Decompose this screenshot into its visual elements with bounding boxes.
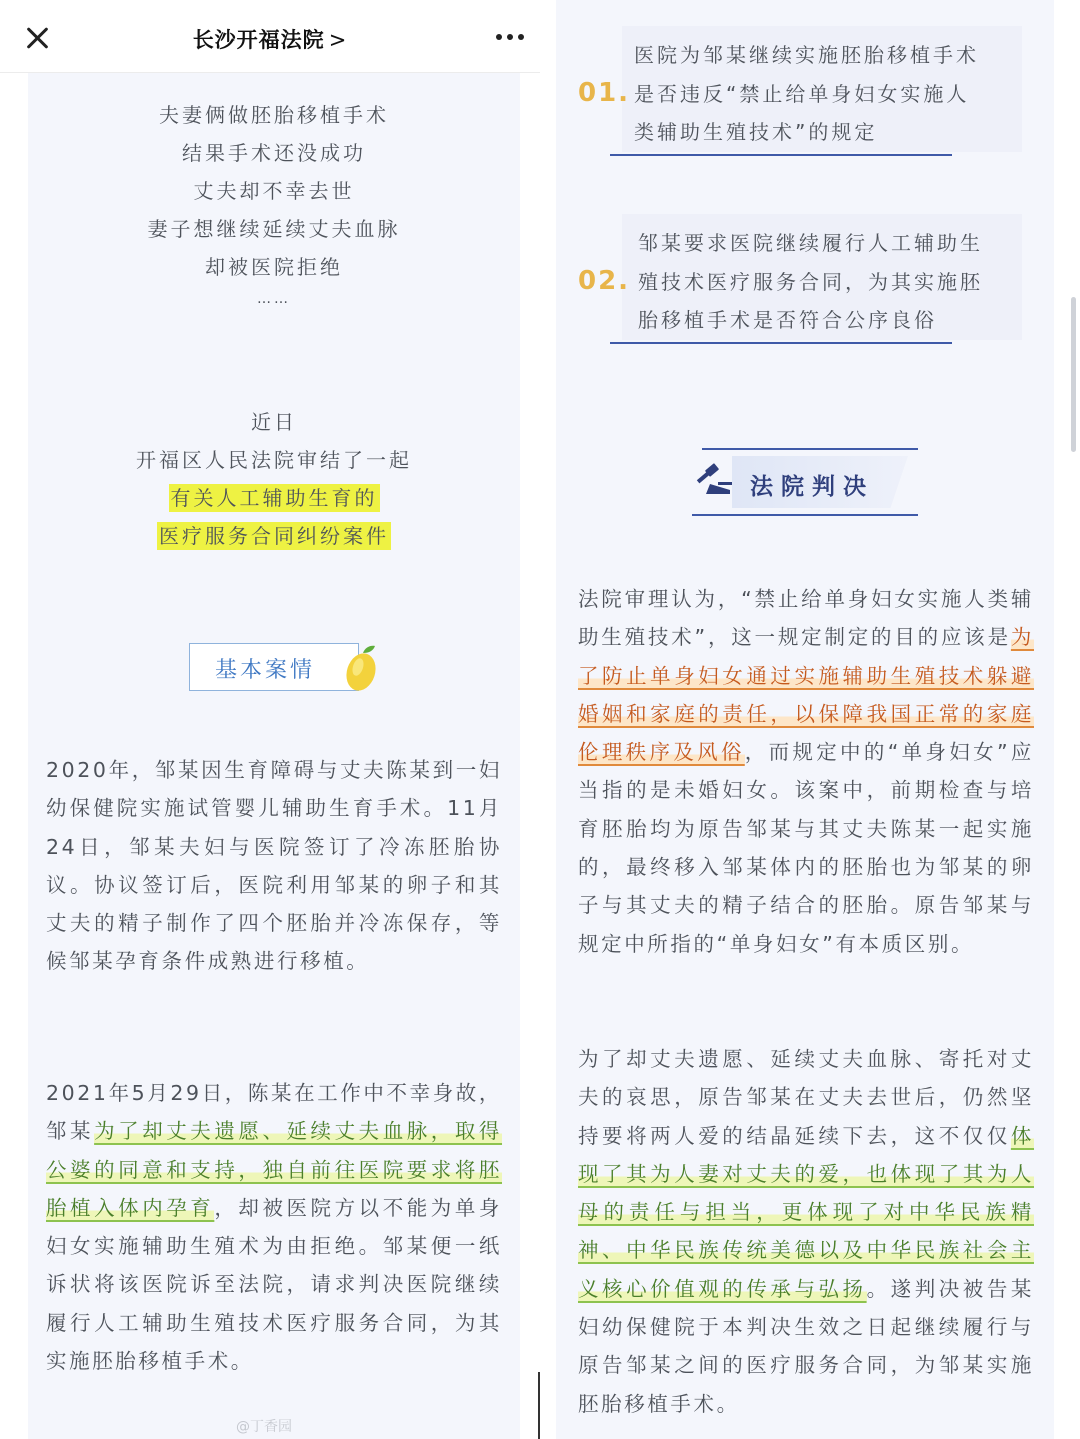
highlight-text: 有关人工辅助生育的	[170, 486, 378, 510]
paragraph-text: ，而规定中的“单身妇女”应当指的是未婚妇女。该案中，前期检查与培育胚胎均为原告邹某与其丈夫陈某一起实施的，最终移入邹某体内的胚胎也为邹某的卵子与其丈夫的精子结合的胚胎。原告邹某与规定中所指的“单身妇女”有本质区别。	[578, 740, 1034, 956]
right-screenshot-panel	[556, 0, 1054, 1439]
issue-line-text: 是否违反“禁止给单身妇女实施人	[634, 81, 970, 106]
chevron-right-icon: >	[328, 28, 348, 52]
highlight-underline-text: 为了防止单身妇女通过实施辅助生殖技术躲避婚姻和家庭的责任，以保障我国正常的家庭伦理秩序及风俗	[578, 625, 1034, 765]
section-title: 法院判决	[750, 474, 874, 500]
highlight-text: 医疗服务合同纠纷案件	[159, 524, 389, 548]
intro-line: 结果手术还没成功	[182, 141, 366, 165]
intro-recent: 近日	[251, 410, 297, 434]
verdict-paragraph-1	[578, 580, 1034, 963]
article-header-bar	[0, 0, 540, 73]
issue-line-text: 邹某要求医院继续履行人工辅助生	[638, 231, 983, 255]
issue-underline	[610, 342, 952, 344]
account-name-link[interactable]	[150, 24, 390, 54]
lemon-icon	[339, 643, 381, 693]
more-options-icon[interactable]	[492, 30, 528, 44]
paragraph-text: 。遂判决被告某妇幼保健院于本判决生效之日起继续履行与原告邹某之间的医疗服务合同，为邹某实施胚胎移植手术。	[578, 1276, 1035, 1416]
scrollbar-thumb[interactable]	[1071, 297, 1076, 452]
article-body-left	[28, 73, 520, 1439]
intro-line: 丈夫却不幸去世	[193, 179, 355, 203]
account-name: 长沙开福法院	[192, 28, 325, 52]
section-badge-basic-facts	[189, 643, 359, 691]
issue-line-text: 医院为邹某继续实施胚胎移植手术	[634, 43, 979, 67]
intro-court-line: 开福区人民法院审结了一起	[136, 448, 412, 472]
issue-underline	[610, 154, 952, 156]
issue-line-text: 类辅助生殖技术”的规定	[634, 120, 878, 144]
paragraph-text: 为了却丈夫遗愿、延续丈夫血脉、寄托对丈夫的哀思，原告邹某在丈夫去世后，仍然坚持要将两人爱的结晶延续下去，这不仅仅	[578, 1047, 1034, 1148]
highlight-underline-text: 体现了其为人妻对丈夫的爱，也体现了其为人母的责任与担当，更体现了对中华民族精神、中华民族传统美德以及中华民族社会主义核心价值观的传承与弘扬	[578, 1123, 1034, 1301]
weibo-watermark: @丁香园	[236, 1419, 292, 1435]
intro-line: 夫妻俩做胚胎移植手术	[159, 103, 389, 127]
highlight-underline-text: 为了却丈夫遗愿、延续丈夫血脉，取得公婆的同意和支持，独自前往医院要求将胚胎植入体内孕育	[46, 1119, 503, 1220]
paragraph-text: 法院审理认为，“禁止给单身妇女实施人类辅助生殖技术”，这一规定制定的目的应该是	[578, 587, 1034, 650]
issue-number: 02.	[578, 266, 631, 296]
case-paragraph-2	[46, 1074, 502, 1380]
paragraph-text: 2020年，邹某因生育障碍与丈夫陈某到一妇幼保健院实施试管婴儿辅助生育手术。11月24日，邹某夫妇与医院签订了冷冻胚胎协议。协议签订后，医院利用邹某的卵子和其丈夫的精子制作了四个胚胎并冷冻保存，等候邹某孕育条件成熟进行移植。	[46, 758, 502, 974]
paragraph-text: ，却被医院方以不能为单身妇女实施辅助生殖术为由拒绝。邹某便一纸诉状将该医院诉至法院，请求判决医院继续履行人工辅助生殖技术医疗服务合同，为其实施胚胎移植手术。	[46, 1195, 503, 1374]
section-banner-verdict	[692, 448, 918, 516]
gavel-icon	[692, 460, 736, 500]
intro-line: 却被医院拒绝	[205, 255, 343, 279]
issue-line-text: 殖技术医疗服务合同，为其实施胚	[638, 269, 983, 294]
verdict-paragraph-2	[578, 1040, 1034, 1423]
issue-line-text: 胎移植手术是否符合公序良俗	[638, 308, 937, 332]
intro-line: 妻子想继续延续丈夫血脉	[147, 217, 401, 241]
paragraph-text: 2021年5月29日，陈某在工作中不幸身故，邹某	[46, 1081, 502, 1144]
panel-divider	[538, 1372, 540, 1439]
case-paragraph-1	[46, 751, 502, 981]
intro-ellipsis: ……	[257, 291, 291, 307]
issue-text	[638, 224, 983, 340]
section-title: 基本案情	[214, 658, 315, 683]
close-icon[interactable]	[22, 22, 54, 54]
issue-number: 01.	[578, 78, 631, 108]
issue-text	[634, 36, 979, 152]
